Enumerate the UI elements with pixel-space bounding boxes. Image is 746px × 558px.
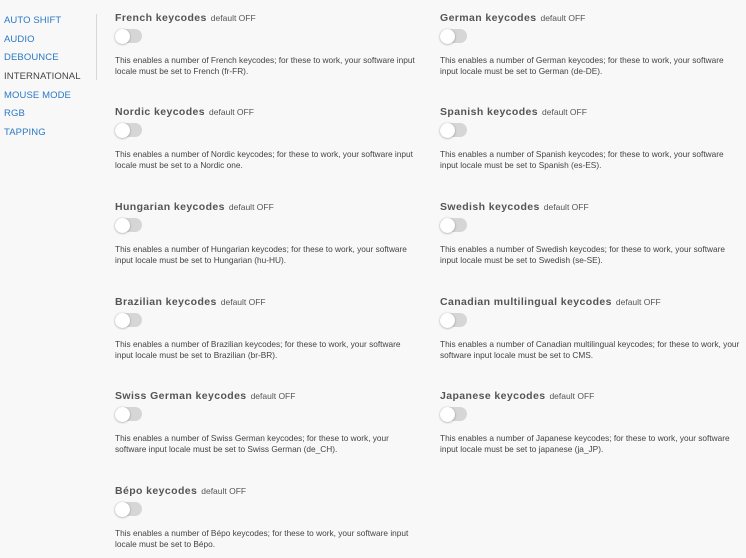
setting-default: default OFF	[542, 107, 587, 117]
setting-japanese-keycodes	[440, 386, 740, 454]
sidebar-item-mouse-mode[interactable]: MOUSE MODE	[4, 90, 71, 101]
setting-title: Swedish keycodes	[440, 201, 540, 213]
setting-swedish-keycodes	[440, 197, 740, 265]
toggle-knob	[115, 407, 130, 422]
setting-description: This enables a number of Brazilian keycodes; for these to work, your software input locale must be set to Brazilian (br-BR).	[115, 339, 401, 360]
bepo-keycodes-toggle[interactable]	[115, 502, 142, 516]
sidebar-item-audio[interactable]: AUDIO	[4, 34, 35, 45]
setting-description: This enables a number of Japanese keycodes; for these to work, your software input locale must be set to japanese (ja_JP).	[440, 433, 730, 454]
sidebar-item-auto-shift[interactable]: AUTO SHIFT	[4, 15, 62, 26]
setting-title: Nordic keycodes	[115, 106, 206, 118]
japanese-keycodes-toggle[interactable]	[440, 407, 467, 421]
toggle-knob	[115, 123, 130, 138]
toggle-knob	[440, 313, 455, 328]
setting-title: Spanish keycodes	[440, 106, 539, 118]
setting-brazilian-keycodes	[115, 292, 415, 360]
setting-description: This enables a number of Nordic keycodes; for these to work, your software input locale must be set to a Nordic one.	[115, 149, 413, 170]
setting-default: default OFF	[201, 486, 247, 496]
setting-description: This enables a number of French keycodes; for these to work, your software input locale must be set to French (fr-FR).	[115, 55, 415, 76]
sidebar-divider	[96, 14, 97, 80]
setting-hungarian-keycodes	[115, 197, 415, 265]
sidebar-item-international[interactable]: INTERNATIONAL	[4, 71, 81, 82]
swedish-keycodes-toggle[interactable]	[440, 218, 467, 232]
setting-swiss-german-keycodes	[115, 386, 415, 454]
sidebar-item-debounce[interactable]: DEBOUNCE	[4, 52, 59, 63]
toggle-knob	[440, 407, 455, 422]
setting-description: This enables a number of German keycodes; for these to work, your software input locale must be set to German (de-DE).	[440, 55, 724, 76]
toggle-knob	[440, 123, 455, 138]
setting-title: Japanese keycodes	[440, 390, 546, 402]
setting-description: This enables a number of Canadian multilingual keycodes; for these to work, your software input locale must be set to CMS.	[440, 339, 740, 360]
setting-default: default OFF	[210, 13, 256, 23]
setting-default: default OFF	[209, 107, 254, 117]
setting-description: This enables a number of Spanish keycodes; for these to work, your software input locale must be set to Spanish (es-ES).	[440, 149, 724, 170]
french-keycodes-toggle[interactable]	[115, 29, 142, 43]
setting-description: This enables a number of Swedish keycodes; for these to work, your software input locale must be set to Swedish (se-SE).	[440, 244, 725, 265]
setting-german-keycodes	[440, 8, 740, 76]
setting-title: Bépo keycodes	[115, 485, 198, 497]
toggle-knob	[115, 502, 130, 517]
toggle-knob	[440, 218, 455, 233]
setting-title: Brazilian keycodes	[115, 296, 217, 308]
sidebar-item-rgb[interactable]: RGB	[4, 108, 25, 119]
setting-french-keycodes	[115, 8, 415, 76]
setting-nordic-keycodes	[115, 102, 415, 170]
setting-description: This enables a number of Hungarian keycodes; for these to work, your software input locale must be set to Hungarian (hu-HU).	[115, 244, 407, 265]
toggle-knob	[440, 29, 455, 44]
setting-default: default OFF	[250, 391, 296, 401]
brazilian-keycodes-toggle[interactable]	[115, 313, 142, 327]
setting-default: default OFF	[540, 13, 586, 23]
setting-default: default OFF	[228, 202, 274, 212]
spanish-keycodes-toggle[interactable]	[440, 123, 467, 137]
setting-canadian-multilingual-keycodes	[440, 292, 740, 360]
hungarian-keycodes-toggle[interactable]	[115, 218, 142, 232]
toggle-knob	[115, 29, 130, 44]
german-keycodes-toggle[interactable]	[440, 29, 467, 43]
setting-description: This enables a number of Bépo keycodes; for these to work, your software input locale must be set to Bépo.	[115, 528, 409, 549]
setting-title: French keycodes	[115, 12, 207, 24]
swiss-german-keycodes-toggle[interactable]	[115, 407, 142, 421]
canadian-multilingual-keycodes-toggle[interactable]	[440, 313, 467, 327]
setting-title: Canadian multilingual keycodes	[440, 296, 612, 308]
setting-default: default OFF	[615, 297, 661, 307]
setting-default: default OFF	[543, 202, 589, 212]
setting-title: Swiss German keycodes	[115, 390, 247, 402]
sidebar-item-tapping[interactable]: TAPPING	[4, 127, 46, 138]
setting-bepo-keycodes	[115, 481, 415, 549]
toggle-knob	[115, 218, 130, 233]
setting-default: default OFF	[220, 297, 266, 307]
nordic-keycodes-toggle[interactable]	[115, 123, 142, 137]
toggle-knob	[115, 313, 130, 328]
setting-description: This enables a number of Swiss German keycodes; for these to work, your software input locale must be set to Swiss German (de_CH).	[115, 433, 389, 454]
setting-default: default OFF	[549, 391, 595, 401]
setting-title: Hungarian keycodes	[115, 201, 225, 213]
setting-spanish-keycodes	[440, 102, 740, 170]
setting-title: German keycodes	[440, 12, 537, 24]
